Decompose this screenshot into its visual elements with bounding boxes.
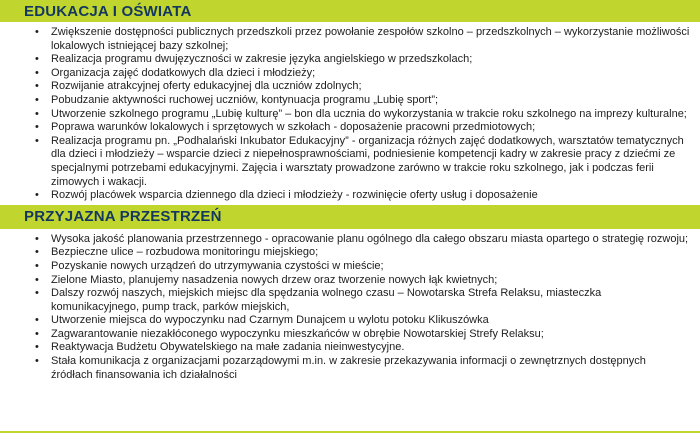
section-header-edukacja xyxy=(0,0,700,22)
list-item: • Stała komunikacja z organizacjami pozarządowymi m.in. w zakresie przekazywania informacji o zewnętrznych dostępnych źródłach finansowania ich działalności xyxy=(35,355,690,382)
section-title: EDUKACJA I OŚWIATA xyxy=(24,2,192,20)
list-item: • Zwiększenie dostępności publicznych przedszkoli przez powołanie zespołów szkolno – przedszkolnych – wykorzystanie możliwości lokalowych istniejącej bazy szkolnej; xyxy=(35,26,690,53)
item-list-przestrzen xyxy=(0,229,700,383)
list-item: • Zielone Miasto, planujemy nasadzenia nowych drzew oraz tworzenie nowych łąk kwietnych; xyxy=(35,274,690,288)
list-item: • Bezpieczne ulice – rozbudowa monitoringu miejskiego; xyxy=(35,246,690,260)
section-header-przestrzen xyxy=(0,205,700,229)
list-item: • Reaktywacja Budżetu Obywatelskiego na małe zadania nieinwestycyjne. xyxy=(35,341,690,355)
list-item: • Rozwijanie atrakcyjnej oferty edukacyjnej dla uczniów zdolnych; xyxy=(35,80,690,94)
list-item: • Dalszy rozwój naszych, miejskich miejsc dla spędzania wolnego czasu – Nowotarska Strefa Relaksu, miasteczka komunikacyjnego, pump track, parków miejskich, xyxy=(35,287,690,314)
list-item: • Pozyskanie nowych urządzeń do utrzymywania czystości w mieście; xyxy=(35,260,690,274)
list-item: • Organizacja zajęć dodatkowych dla dzieci i młodzieży; xyxy=(35,67,690,81)
section-title: PRZYJAZNA PRZESTRZEŃ xyxy=(24,208,222,226)
list-item: • Realizacja programu dwujęzyczności w zakresie języka angielskiego w przedszkolach; xyxy=(35,53,690,67)
list-item: • Utworzenie miejsca do wypoczynku nad Czarnym Dunajcem u wylotu potoku Klikuszówka xyxy=(35,314,690,328)
item-list-edukacja xyxy=(0,22,700,203)
list-item: • Rozwój placówek wsparcia dziennego dla dzieci i młodzieży - rozwinięcie oferty usług i doposażenie xyxy=(35,189,690,203)
list-item: • Pobudzanie aktywności ruchowej uczniów, kontynuacja programu „Lubię sport”; xyxy=(35,94,690,108)
list-item: • Utworzenie szkolnego programu „Lubię kulturę” – bon dla ucznia do wykorzystania w trakcie roku szkolnego na imprezy kulturalne; xyxy=(35,108,690,122)
list-item: • Poprawa warunków lokalowych i sprzętowych w szkołach - doposażenie pracowni przedmiotowych; xyxy=(35,121,690,135)
list-item: • Realizacja programu pn. „Podhalański Inkubator Edukacyjny” - organizacja różnych zajęć dodatkowych, warsztatów tematycznych dla dzieci i młodzieży – wsparcie dzieci z niepełnosprawnościami, podniesienie kompetencji kadry w zakresie pracy z dziećmi ze specjalnymi potrzebami edukacyjnymi. Zajęcia i warsztaty prowadzone zarówno w trakcie roku szkolnego, jak i podczas ferii zimowych i wakacji. xyxy=(35,135,690,189)
list-item: • Wysoka jakość planowania przestrzennego - opracowanie planu ogólnego dla całego obszaru miasta opartego o strategię rozwoju; xyxy=(35,233,690,247)
list-item: • Zagwarantowanie niezakłóconego wypoczynku mieszkańców w obrębie Nowotarskiej Strefy Relaksu; xyxy=(35,328,690,342)
